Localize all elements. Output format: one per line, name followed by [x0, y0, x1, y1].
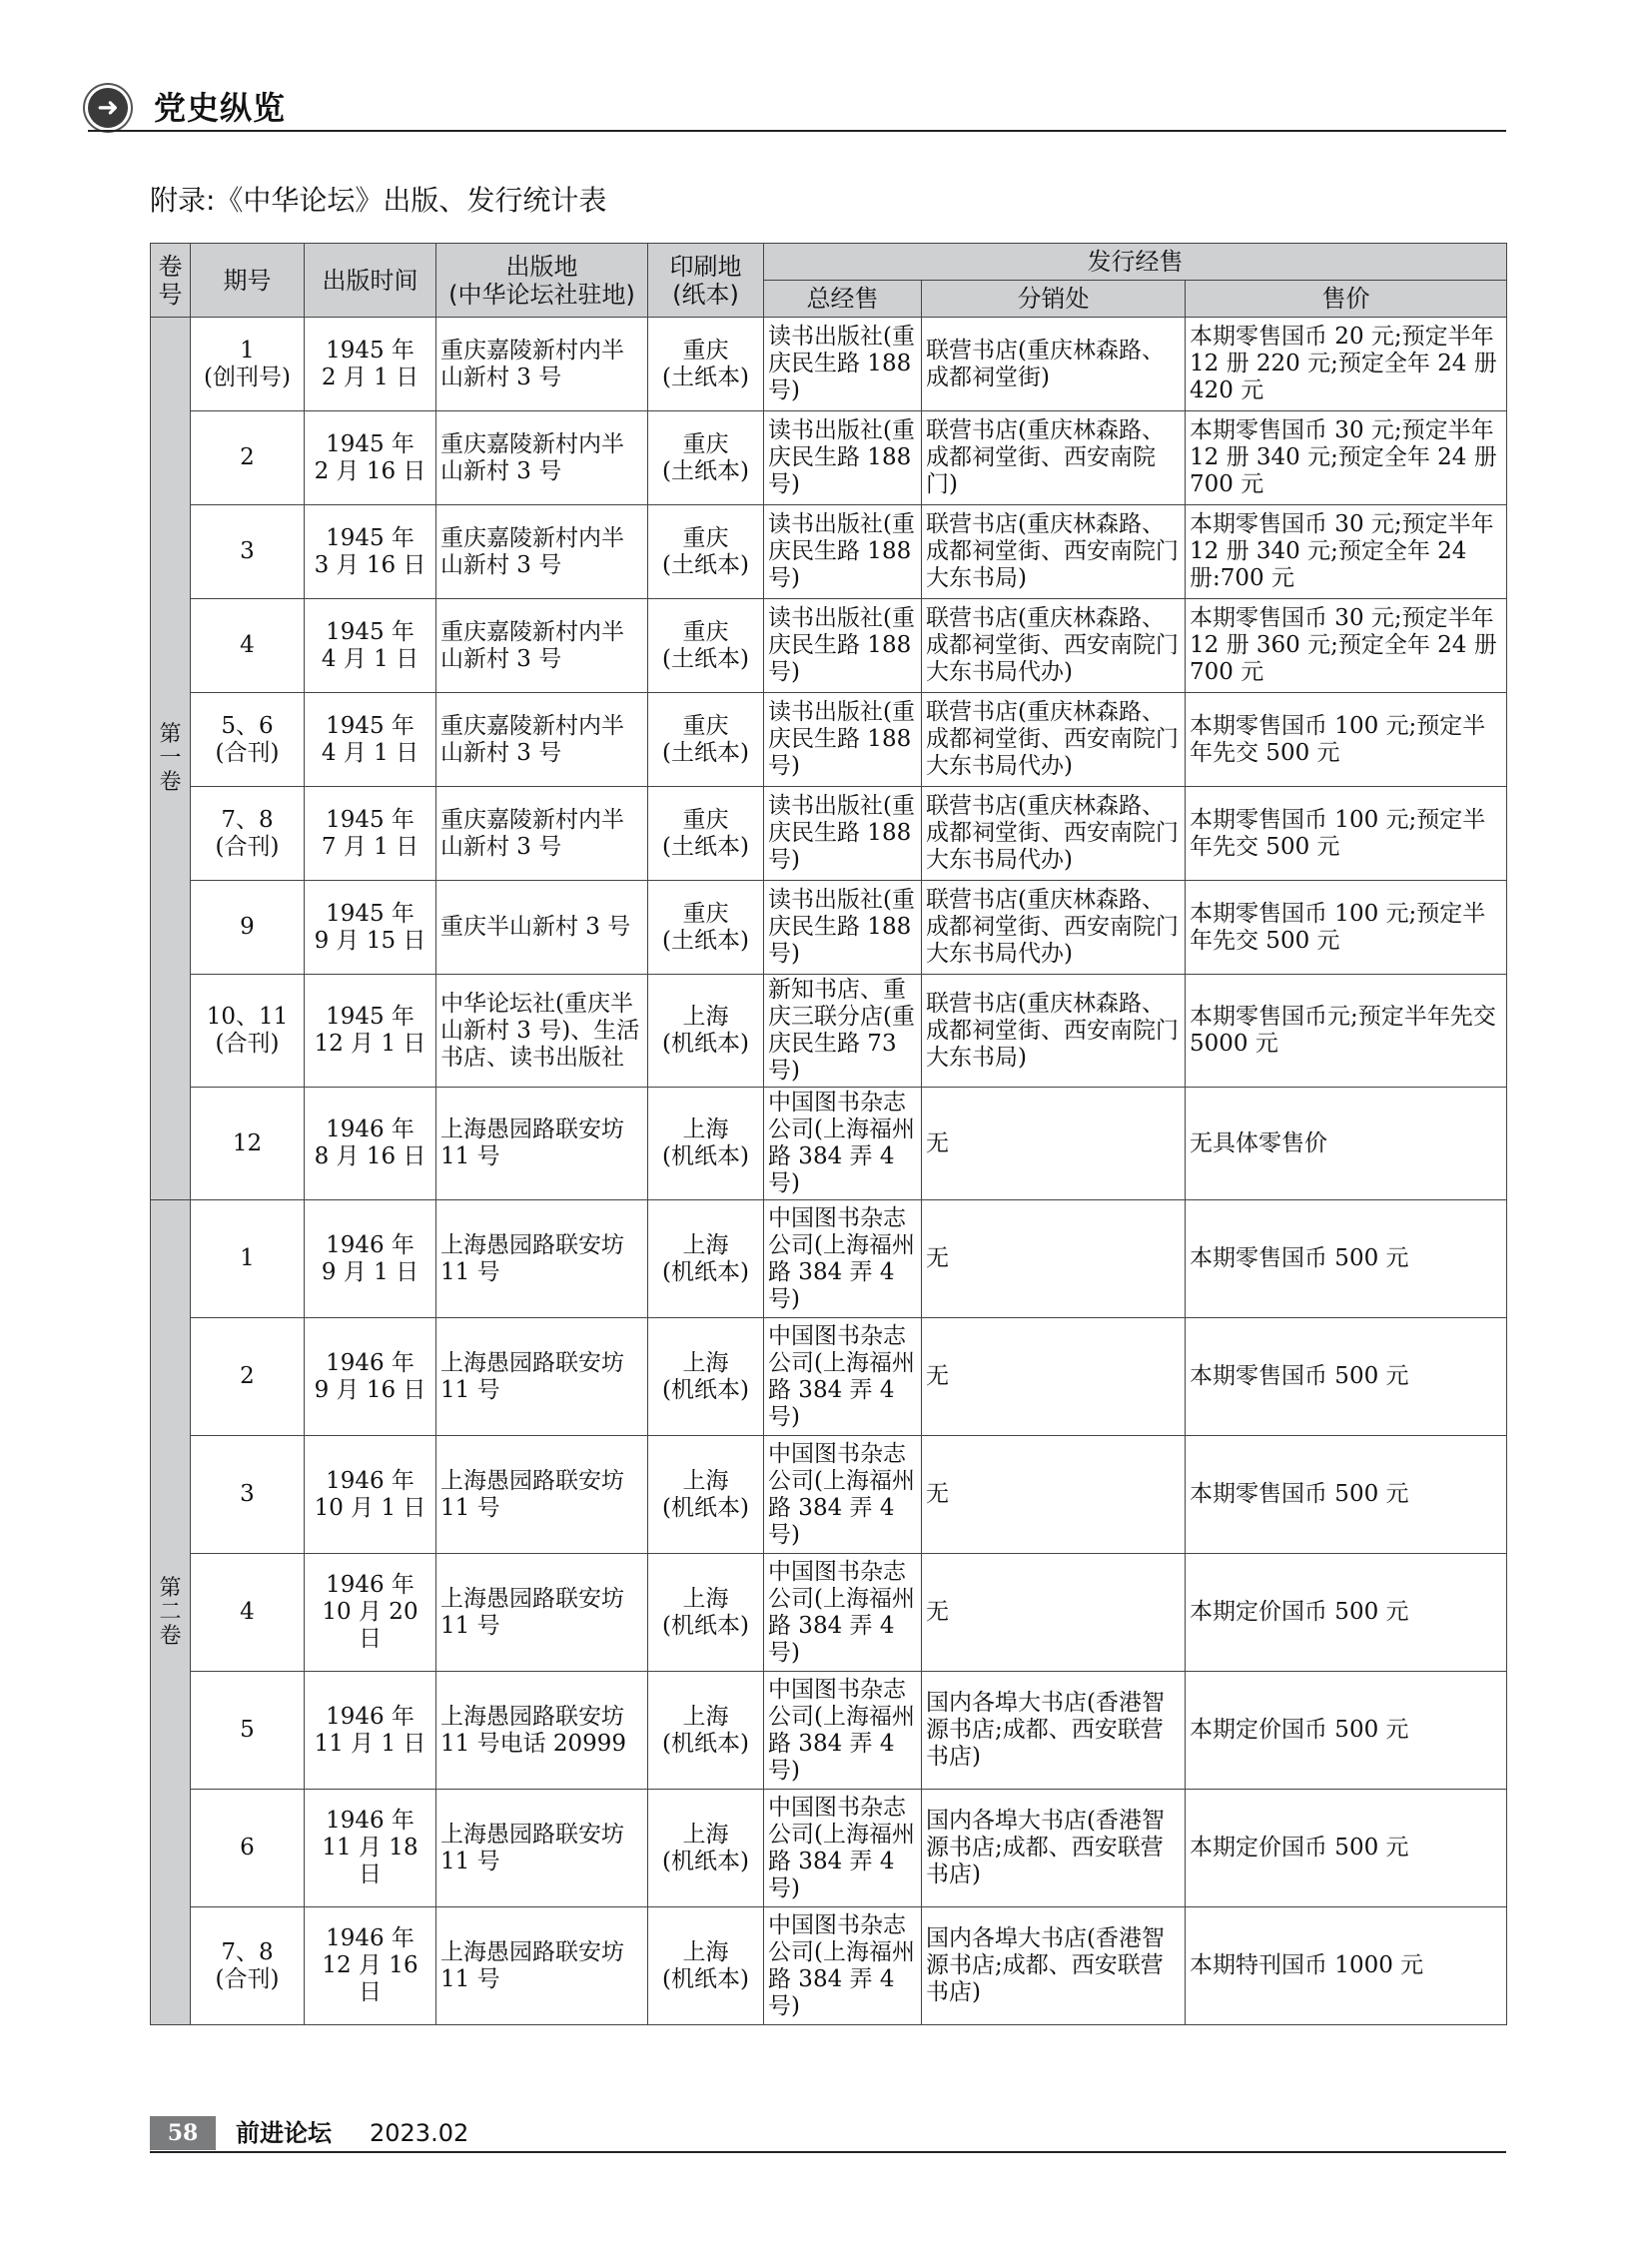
branch-cell: 联营书店(重庆林森路、成都祠堂街、西安南院门大东书局代办) — [922, 881, 1186, 975]
page-footer — [150, 2116, 1506, 2152]
branch-cell: 国内各埠大书店(香港智源书店;成都、西安联营书店) — [922, 1907, 1186, 2025]
header-price: 售价 — [1186, 281, 1507, 318]
table-row — [151, 1790, 1507, 1907]
issue-cell: 1 (创刊号) — [191, 318, 305, 411]
general-agent-cell: 读书出版社(重庆民生路 188 号) — [764, 318, 922, 411]
date-cell: 1946 年 8 月 16 日 — [305, 1088, 436, 1200]
publisher-place-cell: 上海愚园路联安坊 11 号 — [436, 1554, 648, 1672]
publisher-place-cell: 重庆半山新村 3 号 — [436, 881, 648, 975]
header-publisher-place: 出版地 (中华论坛社驻地) — [436, 244, 648, 318]
printing-place-cell: 重庆 (土纸本) — [648, 599, 764, 693]
printing-place-cell: 上海 (机纸本) — [648, 1436, 764, 1554]
issue-cell: 7、8 (合刊) — [191, 1907, 305, 2025]
price-cell: 本期定价国币 500 元 — [1186, 1672, 1507, 1790]
branch-cell: 联营书店(重庆林森路、成都祠堂街、西安南院门大东书局代办) — [922, 693, 1186, 787]
table-row — [151, 1672, 1507, 1790]
price-cell: 本期定价国币 500 元 — [1186, 1554, 1507, 1672]
price-cell: 本期零售国币 30 元;预定半年 12 册 340 元;预定全年 24 册:700 元 — [1186, 505, 1507, 599]
table-row — [151, 1318, 1507, 1436]
section-title: 党史纵览 — [154, 89, 287, 127]
date-cell: 1945 年 2 月 16 日 — [305, 411, 436, 505]
general-agent-cell: 中国图书杂志公司(上海福州路 384 弄 4 号) — [764, 1554, 922, 1672]
header-branch: 分销处 — [922, 281, 1186, 318]
footer-rule — [150, 2151, 1506, 2153]
branch-cell: 无 — [922, 1554, 1186, 1672]
printing-place-cell: 上海 (机纸本) — [648, 1088, 764, 1200]
header-printing-place: 印刷地 (纸本) — [648, 244, 764, 318]
issue-cell: 4 — [191, 599, 305, 693]
branch-cell: 联营书店(重庆林森路、成都祠堂街、西安南院门大东书局代办) — [922, 787, 1186, 881]
page-number: 58 — [150, 2116, 216, 2150]
branch-cell: 联营书店(重庆林森路、成都祠堂街、西安南院门) — [922, 411, 1186, 505]
header-rule — [88, 130, 1506, 132]
date-cell: 1946 年 12 月 16 日 — [305, 1907, 436, 2025]
date-cell: 1945 年 2 月 1 日 — [305, 318, 436, 411]
price-cell: 无具体零售价 — [1186, 1088, 1507, 1200]
page-header — [88, 84, 1506, 132]
publisher-place-cell: 上海愚园路联安坊 11 号 — [436, 1436, 648, 1554]
publisher-place-cell: 重庆嘉陵新村内半山新村 3 号 — [436, 318, 648, 411]
printing-place-cell: 上海 (机纸本) — [648, 1672, 764, 1790]
table-row — [151, 1907, 1507, 2025]
table-row — [151, 881, 1507, 975]
header-volume: 卷号 — [151, 244, 191, 318]
table-row — [151, 1088, 1507, 1200]
general-agent-cell: 中国图书杂志公司(上海福州路 384 弄 4 号) — [764, 1436, 922, 1554]
date-cell: 1945 年 12 月 1 日 — [305, 975, 436, 1088]
date-cell: 1946 年 10 月 20 日 — [305, 1554, 436, 1672]
general-agent-cell: 中国图书杂志公司(上海福州路 384 弄 4 号) — [764, 1672, 922, 1790]
branch-cell: 联营书店(重庆林森路、成都祠堂街、西安南院门大东书局) — [922, 975, 1186, 1088]
publisher-place-cell: 上海愚园路联安坊 11 号电话 20999 — [436, 1672, 648, 1790]
publisher-place-cell: 重庆嘉陵新村内半山新村 3 号 — [436, 505, 648, 599]
date-cell: 1945 年 4 月 1 日 — [305, 599, 436, 693]
price-cell: 本期零售国币 30 元;预定半年 12 册 340 元;预定全年 24 册 700 元 — [1186, 411, 1507, 505]
issue-cell: 4 — [191, 1554, 305, 1672]
branch-cell: 联营书店(重庆林森路、成都祠堂街) — [922, 318, 1186, 411]
issue-cell: 5 — [191, 1672, 305, 1790]
publisher-place-cell: 重庆嘉陵新村内半山新村 3 号 — [436, 599, 648, 693]
table-row — [151, 1436, 1507, 1554]
price-cell: 本期零售国币 500 元 — [1186, 1436, 1507, 1554]
table-row — [151, 975, 1507, 1088]
price-cell: 本期零售国币 100 元;预定半年先交 500 元 — [1186, 881, 1507, 975]
table-row — [151, 411, 1507, 505]
general-agent-cell: 中国图书杂志公司(上海福州路 384 弄 4 号) — [764, 1318, 922, 1436]
issue-cell: 7、8 (合刊) — [191, 787, 305, 881]
branch-cell: 无 — [922, 1088, 1186, 1200]
date-cell: 1946 年 9 月 16 日 — [305, 1318, 436, 1436]
price-cell: 本期定价国币 500 元 — [1186, 1790, 1507, 1907]
printing-place-cell: 上海 (机纸本) — [648, 1200, 764, 1318]
issue-cell: 10、11 (合刊) — [191, 975, 305, 1088]
price-cell: 本期零售国币 500 元 — [1186, 1318, 1507, 1436]
statistics-table — [150, 243, 1507, 2025]
branch-cell: 联营书店(重庆林森路、成都祠堂街、西安南院门大东书局代办) — [922, 599, 1186, 693]
branch-cell: 联营书店(重庆林森路、成都祠堂街、西安南院门大东书局) — [922, 505, 1186, 599]
table-row — [151, 505, 1507, 599]
printing-place-cell: 上海 (机纸本) — [648, 1790, 764, 1907]
printing-place-cell: 上海 (机纸本) — [648, 1907, 764, 2025]
general-agent-cell: 读书出版社(重庆民生路 188 号) — [764, 505, 922, 599]
printing-place-cell: 重庆 (土纸本) — [648, 505, 764, 599]
arrow-right-circle-icon: ➜ — [88, 88, 128, 128]
printing-place-cell: 上海 (机纸本) — [648, 975, 764, 1088]
header-issue: 期号 — [191, 244, 305, 318]
issue-cell: 5、6 (合刊) — [191, 693, 305, 787]
publisher-place-cell: 上海愚园路联安坊 11 号 — [436, 1318, 648, 1436]
general-agent-cell: 中国图书杂志公司(上海福州路 384 弄 4 号) — [764, 1200, 922, 1318]
printing-place-cell: 上海 (机纸本) — [648, 1318, 764, 1436]
header-general-agent: 总经售 — [764, 281, 922, 318]
publisher-place-cell: 上海愚园路联安坊 11 号 — [436, 1088, 648, 1200]
printing-place-cell: 重庆 (土纸本) — [648, 318, 764, 411]
issue-cell: 2 — [191, 411, 305, 505]
date-cell: 1945 年 7 月 1 日 — [305, 787, 436, 881]
general-agent-cell: 读书出版社(重庆民生路 188 号) — [764, 787, 922, 881]
date-cell: 1946 年 11 月 18 日 — [305, 1790, 436, 1907]
price-cell: 本期零售国币 20 元;预定半年 12 册 220 元;预定全年 24 册 420 元 — [1186, 318, 1507, 411]
publisher-place-cell: 重庆嘉陵新村内半山新村 3 号 — [436, 411, 648, 505]
price-cell: 本期零售国币元;预定半年先交 5000 元 — [1186, 975, 1507, 1088]
branch-cell: 无 — [922, 1200, 1186, 1318]
table-row — [151, 693, 1507, 787]
general-agent-cell: 读书出版社(重庆民生路 188 号) — [764, 411, 922, 505]
general-agent-cell: 新知书店、重庆三联分店(重庆民生路 73 号) — [764, 975, 922, 1088]
header-distribution: 发行经售 — [764, 244, 1507, 281]
price-cell: 本期零售国币 500 元 — [1186, 1200, 1507, 1318]
date-cell: 1946 年 11 月 1 日 — [305, 1672, 436, 1790]
general-agent-cell: 读书出版社(重庆民生路 188 号) — [764, 599, 922, 693]
table-row — [151, 599, 1507, 693]
issue-cell: 1 — [191, 1200, 305, 1318]
publisher-place-cell: 上海愚园路联安坊 11 号 — [436, 1790, 648, 1907]
general-agent-cell: 中国图书杂志公司(上海福州路 384 弄 4 号) — [764, 1907, 922, 2025]
general-agent-cell: 中国图书杂志公司(上海福州路 384 弄 4 号) — [764, 1790, 922, 1907]
branch-cell: 无 — [922, 1436, 1186, 1554]
journal-issue: 2023.02 — [370, 2119, 469, 2147]
branch-cell: 无 — [922, 1318, 1186, 1436]
volume-label: 第一卷 — [151, 318, 191, 1200]
issue-cell: 3 — [191, 505, 305, 599]
header-date: 出版时间 — [305, 244, 436, 318]
price-cell: 本期零售国币 30 元;预定半年 12 册 360 元;预定全年 24 册 700 元 — [1186, 599, 1507, 693]
table-row — [151, 1200, 1507, 1318]
table-row — [151, 318, 1507, 411]
general-agent-cell: 读书出版社(重庆民生路 188 号) — [764, 881, 922, 975]
table-row — [151, 787, 1507, 881]
general-agent-cell: 读书出版社(重庆民生路 188 号) — [764, 693, 922, 787]
general-agent-cell: 中国图书杂志公司(上海福州路 384 弄 4 号) — [764, 1088, 922, 1200]
printing-place-cell: 上海 (机纸本) — [648, 1554, 764, 1672]
issue-cell: 3 — [191, 1436, 305, 1554]
issue-cell: 2 — [191, 1318, 305, 1436]
table-body — [151, 318, 1507, 2025]
volume-label: 第二卷 — [151, 1200, 191, 2025]
price-cell: 本期特刊国币 1000 元 — [1186, 1907, 1507, 2025]
printing-place-cell: 重庆 (土纸本) — [648, 881, 764, 975]
printing-place-cell: 重庆 (土纸本) — [648, 787, 764, 881]
table-title: 附录:《中华论坛》出版、发行统计表 — [150, 184, 607, 217]
date-cell: 1945 年 9 月 15 日 — [305, 881, 436, 975]
table-row — [151, 1554, 1507, 1672]
publisher-place-cell: 重庆嘉陵新村内半山新村 3 号 — [436, 693, 648, 787]
issue-cell: 6 — [191, 1790, 305, 1907]
date-cell: 1946 年 9 月 1 日 — [305, 1200, 436, 1318]
price-cell: 本期零售国币 100 元;预定半年先交 500 元 — [1186, 787, 1507, 881]
branch-cell: 国内各埠大书店(香港智源书店;成都、西安联营书店) — [922, 1790, 1186, 1907]
date-cell: 1946 年 10 月 1 日 — [305, 1436, 436, 1554]
branch-cell: 国内各埠大书店(香港智源书店;成都、西安联营书店) — [922, 1672, 1186, 1790]
publisher-place-cell: 上海愚园路联安坊 11 号 — [436, 1200, 648, 1318]
date-cell: 1945 年 4 月 1 日 — [305, 693, 436, 787]
printing-place-cell: 重庆 (土纸本) — [648, 411, 764, 505]
publisher-place-cell: 中华论坛社(重庆半山新村 3 号)、生活书店、读书出版社 — [436, 975, 648, 1088]
issue-cell: 12 — [191, 1088, 305, 1200]
journal-name: 前进论坛 — [236, 2119, 332, 2147]
publisher-place-cell: 重庆嘉陵新村内半山新村 3 号 — [436, 787, 648, 881]
date-cell: 1945 年 3 月 16 日 — [305, 505, 436, 599]
issue-cell: 9 — [191, 881, 305, 975]
publisher-place-cell: 上海愚园路联安坊 11 号 — [436, 1907, 648, 2025]
price-cell: 本期零售国币 100 元;预定半年先交 500 元 — [1186, 693, 1507, 787]
printing-place-cell: 重庆 (土纸本) — [648, 693, 764, 787]
